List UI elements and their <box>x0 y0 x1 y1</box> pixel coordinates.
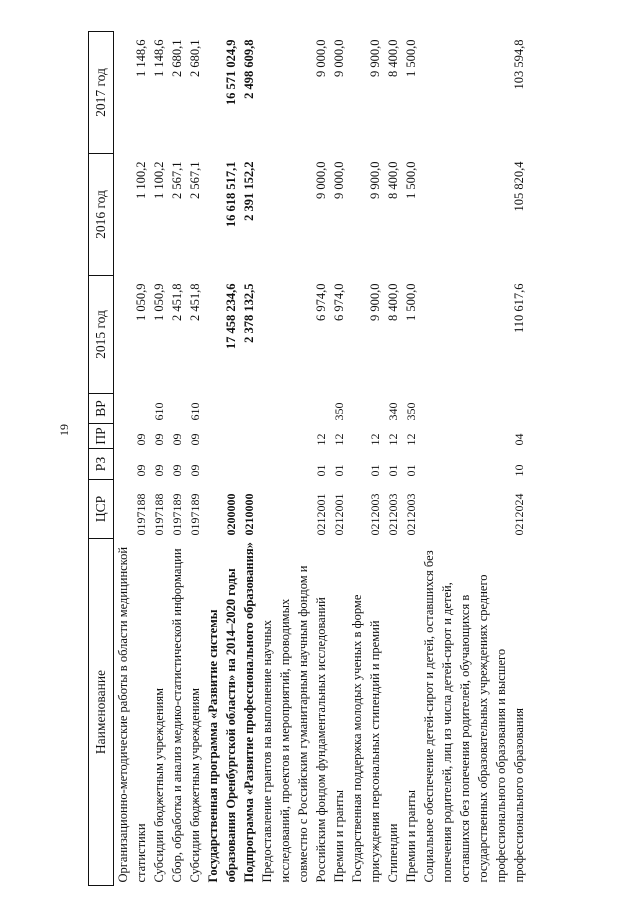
table-cell-2017: 16 571 024,9 <box>224 39 238 106</box>
table-cell-rz: 09 <box>152 464 166 477</box>
table-cell-2017: 103 594,8 <box>512 39 526 90</box>
table-cell-csr: 0212001 <box>332 493 346 536</box>
header-2015: 2015 год <box>89 276 114 394</box>
table-cell-rz: 01 <box>332 464 346 477</box>
table-row <box>348 32 384 886</box>
table-cell-name: Стипендии <box>386 823 400 883</box>
table-cell-rz: 01 <box>404 464 418 477</box>
table-cell-name: Субсидии бюджетным учреждениям <box>152 687 166 883</box>
table-cell-csr: 0212003 <box>368 493 382 536</box>
table-cell-2015: 110 617,6 <box>512 283 526 334</box>
table-cell-pr: 12 <box>314 433 328 446</box>
table-cell-name: Организационно-методические работы в области медицинской статистики <box>116 546 148 883</box>
table-cell-name: Предоставление грантов на выполнение научных исследований, проектов и мероприятий, проводимых совместно с Российским гуманитарным научным фондом и Российским фондом фундаментальных исследований <box>260 565 328 883</box>
table-cell-pr: 12 <box>332 433 346 446</box>
table-cell-rz <box>204 449 240 480</box>
table-cell-2015: 2 451,8 <box>170 283 184 321</box>
header-pr: ПР <box>89 424 114 449</box>
table-cell-2016: 2 567,1 <box>188 161 202 199</box>
table-body <box>114 32 529 886</box>
table-cell-vr: 340 <box>386 402 400 421</box>
header-2017: 2017 год <box>89 32 114 154</box>
table-cell-2016: 1 500,0 <box>404 161 418 199</box>
table-cell-vr <box>204 394 240 424</box>
table-cell-2017: 2 498 609,8 <box>242 39 256 99</box>
table-cell-csr: 0210000 <box>242 493 256 536</box>
table-cell-rz <box>240 449 258 480</box>
table-cell-2016: 2 391 152,2 <box>242 161 256 221</box>
table-cell-vr <box>348 394 384 424</box>
table-cell-2015: 2 451,8 <box>188 283 202 321</box>
table-cell-2017: 1 148,6 <box>152 39 166 77</box>
table-cell-csr: 0197189 <box>170 493 184 536</box>
table-cell-2015: 1 500,0 <box>404 283 418 321</box>
table-row <box>186 32 204 886</box>
table-cell-2016: 105 820,4 <box>512 161 526 212</box>
table-cell-2015: 1 050,9 <box>134 283 148 321</box>
table-cell-name: Премии и гранты <box>404 789 418 883</box>
table-cell-csr: 0197188 <box>134 493 148 536</box>
table-cell-2016: 9 900,0 <box>368 161 382 199</box>
table-cell-2015: 8 400,0 <box>386 283 400 321</box>
table-cell-csr: 0200000 <box>224 493 238 536</box>
table-cell-rz: 01 <box>386 464 400 477</box>
table-row <box>240 32 258 886</box>
table-cell-2016: 16 618 517,1 <box>224 161 238 228</box>
table-row <box>420 32 528 886</box>
table-cell-2016: 9 000,0 <box>332 161 346 199</box>
table-cell-2016: 9 000,0 <box>314 161 328 199</box>
table-cell-pr: 12 <box>368 433 382 446</box>
table-cell-2017: 9 000,0 <box>332 39 346 77</box>
header-name: Наименование <box>89 539 114 886</box>
table-cell-csr: 0212001 <box>314 493 328 536</box>
table-cell-2017: 2 680,1 <box>188 39 202 77</box>
table-cell-2015: 6 974,0 <box>332 283 346 321</box>
table-cell-pr: 12 <box>404 433 418 446</box>
table-cell-rz: 09 <box>134 464 148 477</box>
table-cell-2017: 2 680,1 <box>170 39 184 77</box>
table-cell-2015: 1 050,9 <box>152 283 166 321</box>
table-cell-pr: 09 <box>170 433 184 446</box>
table-cell-vr <box>114 394 151 424</box>
table-row <box>150 32 168 886</box>
table-cell-rz: 09 <box>188 464 202 477</box>
table-cell-pr <box>240 424 258 449</box>
table-cell-name: Государственная поддержка молодых ученых в форме присуждения персональных стипендий и премий <box>350 594 382 883</box>
table-cell-name: Сбор, обработка и анализ медико-статистической информации <box>170 548 184 883</box>
table-cell-vr <box>168 394 186 424</box>
table-cell-vr: 610 <box>188 402 202 421</box>
table-cell-csr: 0212003 <box>404 493 418 536</box>
table-cell-vr: 350 <box>404 402 418 421</box>
table-cell-rz: 10 <box>512 464 526 477</box>
table-cell-name: Субсидии бюджетным учреждениям <box>188 687 202 883</box>
table-cell-csr: 0212024 <box>512 493 526 536</box>
table-cell-pr: 09 <box>134 433 148 446</box>
table-cell-pr <box>204 424 240 449</box>
table-cell-vr: 610 <box>152 402 166 421</box>
table-cell-2017: 8 400,0 <box>386 39 400 77</box>
table-cell-2017: 9 900,0 <box>368 39 382 77</box>
table-cell-2015: 17 458 234,6 <box>224 283 238 350</box>
header-rz: РЗ <box>89 449 114 480</box>
table-cell-2017: 1 148,6 <box>134 39 148 77</box>
table-row <box>330 32 348 886</box>
table-cell-2016: 8 400,0 <box>386 161 400 199</box>
table-row <box>384 32 402 886</box>
table-cell-2017: 9 000,0 <box>314 39 328 77</box>
table-cell-vr <box>240 394 258 424</box>
table-row <box>114 32 151 886</box>
table-cell-name: Подпрограмма «Развитие профессионального образования» <box>242 542 256 883</box>
table-cell-vr: 350 <box>332 402 346 421</box>
table-cell-rz: 01 <box>314 464 328 477</box>
table-cell-2016: 2 567,1 <box>170 161 184 199</box>
table-cell-vr <box>258 394 330 424</box>
table-cell-name: Социальное обеспечение детей-сирот и детей, оставшихся без попечения родителей, лиц из числа детей-сирот и детей, оставшихся без попечения родителей, обучающихся в государственных образовательных учреждениях среднего профессионального образования и высшего профессионального образования <box>422 550 526 883</box>
page-number: 19 <box>57 424 71 436</box>
table-cell-2015: 2 378 132,5 <box>242 283 256 343</box>
table-cell-name: Государственная программа «Развитие системы образования Оренбургской области» на 2014–2020 годы <box>206 568 238 883</box>
header-2016: 2016 год <box>89 154 114 276</box>
table-cell-2017: 1 500,0 <box>404 39 418 77</box>
table-cell-name: Премии и гранты <box>332 789 346 883</box>
table-cell-2016: 1 100,2 <box>134 161 148 199</box>
table-cell-2015: 6 974,0 <box>314 283 328 321</box>
table-row <box>204 32 240 886</box>
table-cell-pr: 12 <box>386 433 400 446</box>
budget-table <box>88 31 528 886</box>
table-cell-csr: 0212003 <box>386 493 400 536</box>
table-cell-rz: 09 <box>170 464 184 477</box>
table-cell-2016: 1 100,2 <box>152 161 166 199</box>
table-row <box>402 32 420 886</box>
header-row <box>89 32 114 886</box>
table-cell-2015: 9 900,0 <box>368 283 382 321</box>
table-cell-rz: 01 <box>368 464 382 477</box>
table-row <box>258 32 330 886</box>
table-cell-vr <box>420 394 528 424</box>
table-cell-pr: 09 <box>188 433 202 446</box>
table-cell-pr: 04 <box>512 433 526 446</box>
header-csr: ЦСР <box>89 480 114 539</box>
table-cell-pr: 09 <box>152 433 166 446</box>
header-vr: ВР <box>89 394 114 424</box>
rotated-page <box>88 32 608 886</box>
table-row <box>168 32 186 886</box>
table-cell-csr: 0197188 <box>152 493 166 536</box>
table-cell-csr: 0197189 <box>188 493 202 536</box>
